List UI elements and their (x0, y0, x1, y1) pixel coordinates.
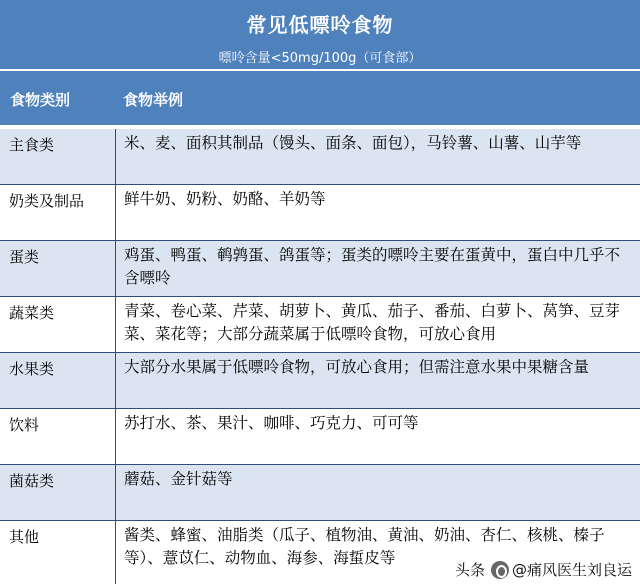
row-examples: 青菜、卷心菜、芹菜、胡萝卜、黄瓜、茄子、番茄、白萝卜、莴笋、豆芽菜、菜花等；大部分蔬菜属于低嘌呤食物，可放心食用 (124, 302, 621, 343)
row-category: 奶类及制品 (0, 185, 116, 240)
watermark (455, 559, 632, 580)
row-examples: 蘑菇、金针菇等 (116, 465, 640, 520)
row-examples: 鲜牛奶、奶粉、奶酪、羊奶等 (124, 190, 326, 208)
table-row (0, 353, 640, 409)
table-row (0, 185, 640, 241)
column-header-examples: 食物举例 (123, 91, 184, 109)
table-row (0, 241, 640, 297)
row-category: 主食类 (0, 129, 116, 184)
table-row (0, 465, 640, 521)
row-examples: 鸡蛋、鸭蛋、鹌鹑蛋、鸽蛋等；蛋类的嘌呤主要在蛋黄中，蛋白中几乎不含嘌呤 (116, 241, 640, 296)
row-examples: 大部分水果属于低嘌呤食物，可放心食用；但需注意水果中果糖含量 (116, 353, 640, 408)
row-category: 水果类 (0, 353, 116, 408)
page-subtitle: 嘌呤含量<50mg/100g（可食部） (218, 51, 422, 66)
row-category: 蛋类 (0, 241, 116, 296)
column-header-category: 食物类别 (10, 91, 71, 109)
table-header (0, 0, 640, 70)
column-header-row (0, 71, 640, 127)
table-body (0, 129, 640, 584)
table-row (0, 297, 640, 353)
row-category: 蔬菜类 (0, 297, 116, 352)
watermark-prefix: 头条 (454, 561, 485, 579)
account-logo-icon (491, 561, 509, 579)
row-category: 其他 (0, 521, 116, 584)
watermark-account: @痛风医生刘良运 (511, 561, 632, 579)
row-category: 饮料 (0, 409, 116, 464)
row-examples: 酱类、蜂蜜、油脂类（瓜子、植物油、黄油、奶油、杏仁、核桃、榛子等）、薏苡仁、动物血、海参、海蜇皮等 (124, 526, 605, 567)
table-row (0, 129, 640, 185)
page-title: 常见低嘌呤食物 (246, 13, 394, 37)
table-row (0, 409, 640, 465)
row-examples: 米、麦、面积其制品（馒头、面条、面包），马铃薯、山薯、山芋等 (116, 129, 640, 184)
row-category: 菌菇类 (0, 465, 116, 520)
row-examples: 苏打水、茶、果汁、咖啡、巧克力、可可等 (124, 414, 419, 432)
